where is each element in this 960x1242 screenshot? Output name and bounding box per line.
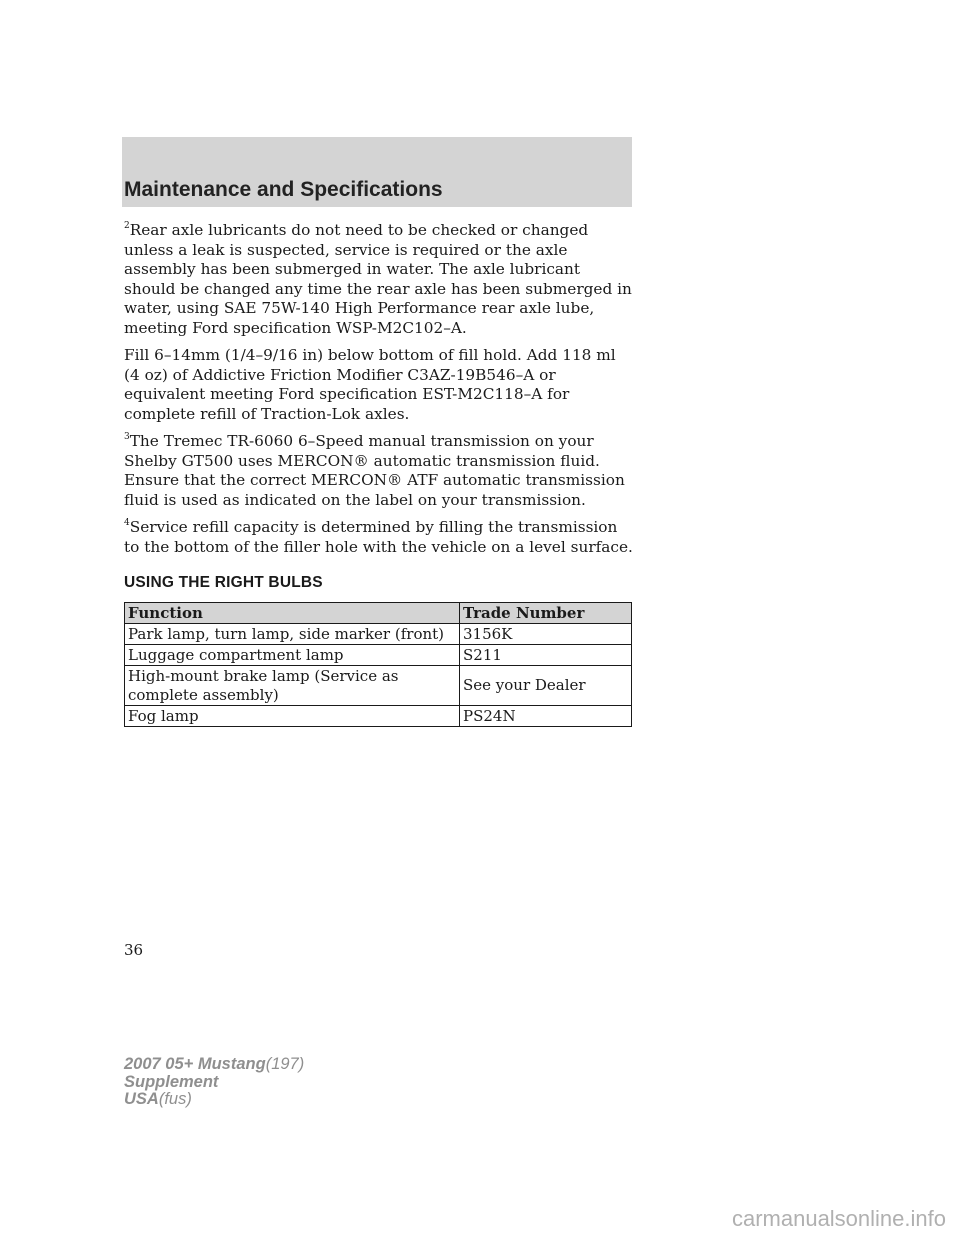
- footnote-marker: 2: [124, 220, 130, 231]
- footer-supplement: Supplement: [124, 1072, 219, 1091]
- trade-number-cell: S211: [460, 644, 632, 665]
- footnote-text: The Tremec TR-6060 6–Speed manual transmission on your Shelby GT500 uses MERCON® automatic transmission fluid. Ensure that the correct MERCON® ATF automatic transmission fluid is used as indicated on the label on your transmission.: [124, 432, 625, 509]
- footer-market: USA: [124, 1090, 159, 1108]
- footnote-marker: 4: [124, 517, 130, 528]
- function-cell: High-mount brake lamp (Service as complete assembly): [125, 665, 460, 705]
- page-number: 36: [124, 941, 144, 959]
- footer-line-market: [124, 1091, 304, 1109]
- footer-line-model: [124, 1056, 304, 1074]
- footnote-marker: 3: [124, 431, 130, 442]
- footer-model: 2007 05+ Mustang: [124, 1055, 266, 1073]
- page-title: Maintenance and Specifications: [124, 178, 443, 201]
- table-row: [125, 644, 632, 665]
- table-row: [125, 623, 632, 644]
- footnote-text: Service refill capacity is determined by filling the transmission to the bottom of the filler hole with the vehicle on a level surface.: [124, 518, 633, 556]
- bulbs-table: [124, 602, 632, 727]
- page-content: [124, 221, 634, 727]
- footnote-3: [124, 432, 634, 510]
- paragraph-text: Fill 6–14mm (1/4–9/16 in) below bottom of fill hold. Add 118 ml (4 oz) of Addictive Friction Modifier C3AZ-19B546–A or equivalent meeting Ford specification EST-M2C118–A for complete refill of Traction-Lok axles.: [124, 346, 616, 423]
- site-watermark: carmanualsonline.info: [731, 1206, 946, 1231]
- footnote-4: [124, 518, 634, 557]
- trade-number-cell: PS24N: [460, 705, 632, 726]
- trade-number-cell: See your Dealer: [460, 665, 632, 705]
- footer-market-code: (fus): [158, 1090, 192, 1108]
- column-header-function: Function: [125, 602, 460, 623]
- footer-line-supplement: [124, 1074, 304, 1092]
- table-header-row: [125, 602, 632, 623]
- footnote-text: Rear axle lubricants do not need to be checked or changed unless a leak is suspected, service is required or the axle assembly has been submerged in water. The axle lubricant should be changed any time the rear axle has been submerged in water, using SAE 75W-140 High Performance rear axle lube, meeting Ford specification WSP-M2C102–A.: [124, 221, 632, 337]
- document-footer: [124, 1056, 304, 1109]
- trade-number-cell: 3156K: [460, 623, 632, 644]
- footer-model-code: (197): [265, 1055, 305, 1073]
- function-cell: Luggage compartment lamp: [125, 644, 460, 665]
- table-row: [125, 705, 632, 726]
- section-heading: USING THE RIGHT BULBS: [124, 574, 323, 591]
- column-header-trade-number: Trade Number: [460, 602, 632, 623]
- function-cell: Park lamp, turn lamp, side marker (front): [125, 623, 460, 644]
- footnote-2: [124, 221, 634, 338]
- fill-instructions: [124, 346, 634, 424]
- function-cell: Fog lamp: [125, 705, 460, 726]
- table-row: [125, 665, 632, 705]
